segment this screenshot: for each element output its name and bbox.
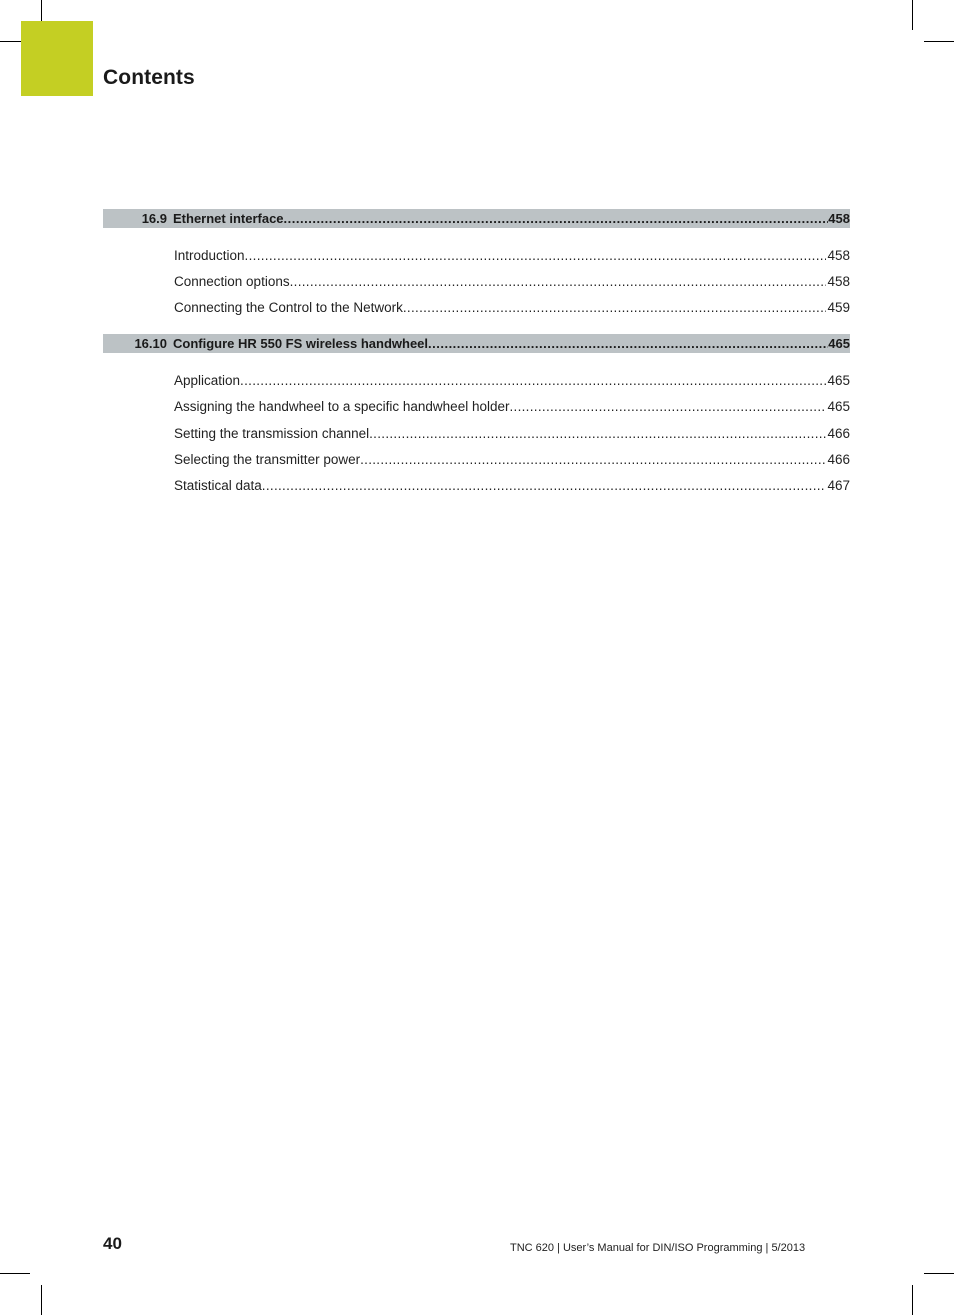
- toc-entry-introduction[interactable]: [174, 246, 850, 264]
- entry-title: Statistical data: [174, 477, 262, 493]
- dot-leader: [369, 426, 826, 441]
- section-number: 16.9: [141, 211, 167, 226]
- entry-page: 465: [827, 398, 850, 414]
- footer-text: TNC 620 | User’s Manual for DIN/ISO Programming | 5/2013: [510, 1242, 806, 1254]
- toc-section-ethernet-interface[interactable]: [103, 209, 850, 228]
- crop-mark: [912, 0, 913, 30]
- dot-leader: [290, 274, 827, 289]
- entry-title: Application: [174, 372, 241, 388]
- dot-leader: [245, 248, 827, 263]
- entry-page: 466: [827, 451, 850, 467]
- entry-page: 467: [827, 477, 850, 493]
- entry-title: Connecting the Control to the Network: [174, 299, 403, 315]
- chapter-accent-block: [21, 21, 93, 96]
- toc-entry-application[interactable]: [174, 371, 850, 389]
- section-title: Ethernet interface: [173, 211, 284, 226]
- toc-section-configure-hr550[interactable]: [103, 334, 850, 353]
- toc-entry-connecting-control[interactable]: [174, 298, 850, 316]
- entry-page: 465: [827, 372, 850, 388]
- dot-leader: [262, 478, 827, 493]
- crop-mark: [924, 41, 954, 42]
- crop-mark: [924, 1273, 954, 1274]
- toc-entry-connection-options[interactable]: [174, 272, 850, 290]
- toc-entry-assigning-handwheel[interactable]: [174, 397, 850, 415]
- dot-leader: [403, 300, 827, 315]
- entry-title: Setting the transmission channel: [174, 425, 370, 441]
- crop-mark: [41, 1285, 42, 1315]
- dot-leader: [428, 336, 828, 351]
- section-page: 458: [828, 211, 850, 226]
- toc-entry-statistical-data[interactable]: [174, 476, 850, 494]
- dot-leader: [360, 452, 826, 467]
- crop-mark: [0, 1273, 30, 1274]
- dot-leader: [284, 211, 829, 226]
- entry-page: 459: [827, 299, 850, 315]
- dot-leader: [240, 373, 826, 388]
- page-title: Contents: [103, 66, 195, 89]
- toc-entry-transmitter-power[interactable]: [174, 450, 850, 468]
- section-title: Configure HR 550 FS wireless handwheel: [173, 336, 429, 351]
- entry-page: 466: [827, 425, 850, 441]
- section-page: 465: [828, 336, 850, 351]
- dot-leader: [509, 399, 826, 414]
- entry-title: Connection options: [174, 273, 290, 289]
- entry-title: Selecting the transmitter power: [174, 451, 361, 467]
- entry-title: Introduction: [174, 247, 245, 263]
- toc-entry-transmission-channel[interactable]: [174, 424, 850, 442]
- entry-title: Assigning the handwheel to a specific handwheel holder: [174, 398, 510, 414]
- crop-mark: [912, 1285, 913, 1315]
- entry-page: 458: [827, 273, 850, 289]
- page-number: 40: [103, 1234, 122, 1253]
- entry-page: 458: [827, 247, 850, 263]
- section-number: 16.10: [134, 336, 167, 351]
